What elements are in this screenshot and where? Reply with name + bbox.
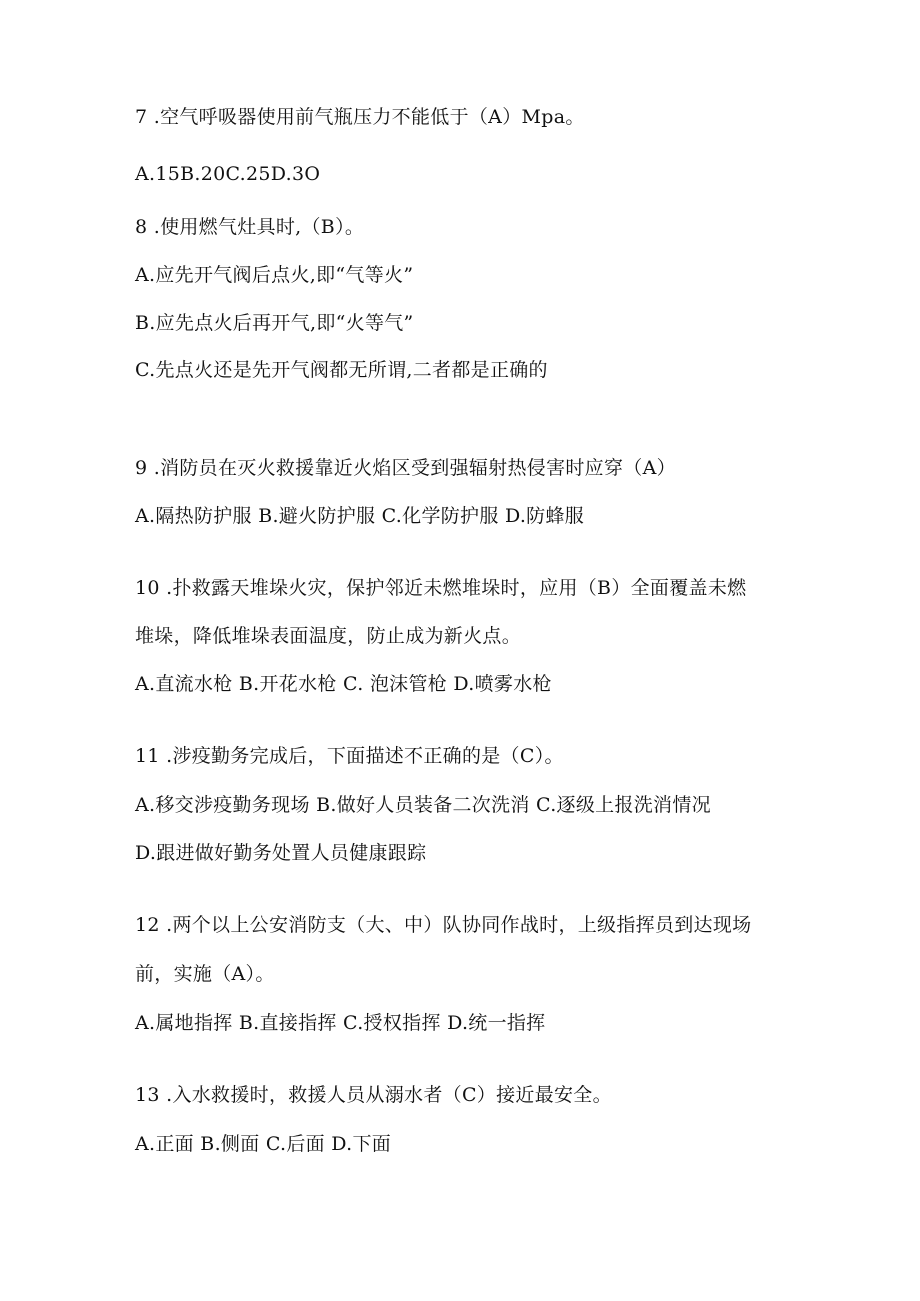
question-12-text-line-2: 前，实施（A）。 <box>135 963 275 985</box>
question-10-options: A.直流水枪 B.开花水枪 C. 泡沫管枪 D.喷雾水枪 <box>135 673 552 695</box>
question-7-options: A.15B.20C.25D.3O <box>135 163 321 185</box>
question-9-options: A.隔热防护服 B.避火防护服 C.化学防护服 D.防蜂服 <box>135 505 585 527</box>
question-8-text: 8 .使用燃气灶具时,（B）。 <box>135 216 365 238</box>
question-12-text-line-1: 12 .两个以上公安消防支（大、中）队协同作战时，上级指挥员到达现场 <box>135 914 752 936</box>
question-13-text: 13 .入水救援时，救援人员从溺水者（C）接近最安全。 <box>135 1084 612 1106</box>
question-7-text: 7 .空气呼吸器使用前气瓶压力不能低于（A）Mpa。 <box>135 106 585 128</box>
question-9-text: 9 .消防员在灭火救援靠近火焰区受到强辐射热侵害时应穿（A） <box>135 457 676 479</box>
question-8-option-c: C.先点火还是先开气阀都无所谓,二者都是正确的 <box>135 359 548 381</box>
question-11-options-line-1: A.移交涉疫勤务现场 B.做好人员装备二次洗消 C.逐级上报洗消情况 <box>135 794 711 816</box>
question-10-text-line-2: 堆垛，降低堆垛表面温度，防止成为新火点。 <box>135 625 522 647</box>
question-8-option-a: A.应先开气阀后点火,即“气等火” <box>135 264 414 286</box>
question-13-options: A.正面 B.侧面 C.后面 D.下面 <box>135 1133 392 1155</box>
question-12-options: A.属地指挥 B.直接指挥 C.授权指挥 D.统一指挥 <box>135 1012 546 1034</box>
question-11-options-line-2: D.跟进做好勤务处置人员健康跟踪 <box>135 842 427 864</box>
question-8-option-b: B.应先点火后再开气,即“火等气” <box>135 312 414 334</box>
question-11-text: 11 .涉疫勤务完成后，下面描述不正确的是（C）。 <box>135 745 564 767</box>
question-10-text-line-1: 10 .扑救露天堆垛火灾，保护邻近未燃堆垛时，应用（B）全面覆盖未燃 <box>135 577 747 599</box>
